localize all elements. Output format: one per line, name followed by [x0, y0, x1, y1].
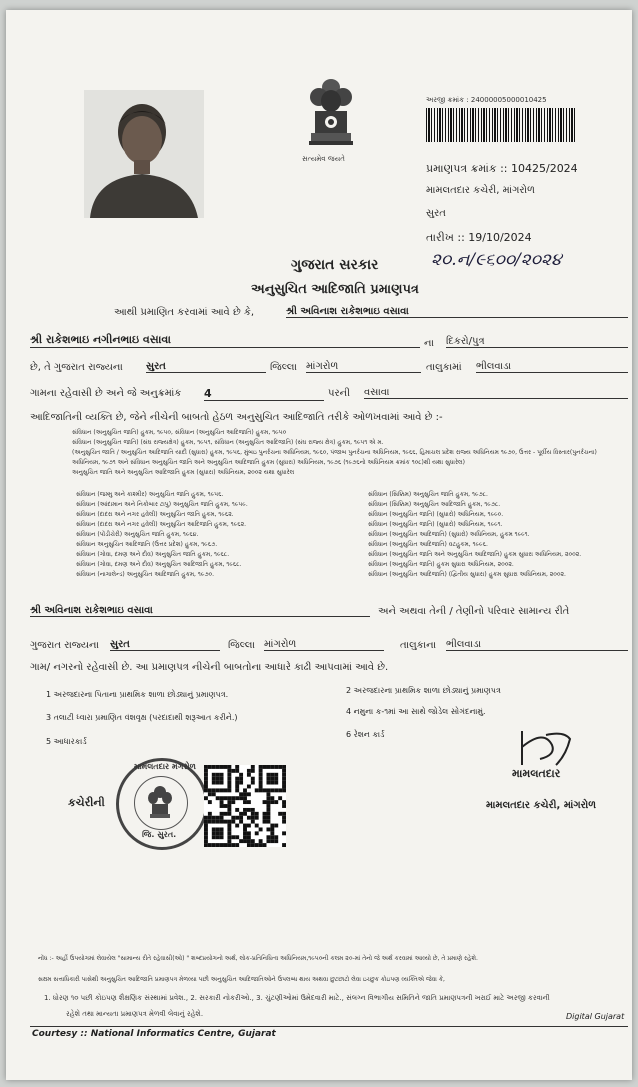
order-left: સંવિધાન (નાગાલેન્ડ) અનુસુચિત આદિજાતિ હુકમ, ૧૯૭૦. — [76, 571, 215, 578]
note-line: નોંધ :- અહીં ઉપયોગમાં લેવાયેલ "સામાન્ય રીતે રહેવાસી(ઓ) " શબ્દપ્રયોગનો અર્થ, લોક-પ્રતિનિધિત્વ અધિનિયમ,૧૯૫૦ની કલમ ૨૦-માં તેનો જે અર્થ કરવામાં આવ્યો છે, તે પ્રમાણે રહેશે. — [38, 955, 478, 962]
order-right: સંવિધાન (સિક્કિમ) અનુસુચિત આદિજાતિ હુકમ, ૧૯૭૮. — [368, 501, 501, 508]
order-right: સંવિધાન (અનુસુચિત આદિજાતિ) (દ્વિતીય સુધારા) હુકમ સુધારા અધિનિયમ, ૨૦૦૨. — [368, 571, 566, 578]
courtesy-text: Courtesy :: National Informatics Centre, Gujarat — [32, 1029, 276, 1039]
seal-bottom-text: જિ. સુરત. — [142, 830, 177, 839]
taluka-label: તાલુકામાં — [426, 362, 462, 373]
note-line: સક્ષમ સત્તાધિકારી પાસેથી અનુસુચિત આદિજાતિ પ્રમાણપત્ર મેળવ્યા પછી અનુસુચિત આદિજાતિઓને ઉપલબ્ધ થાય અથવા છુટછાટો લેવા ઇચ્છુક કોઇપણ વ્યક્તિએ જેવા કે, — [38, 976, 445, 983]
order-right: સંવિધાન (સિક્કિમ) અનુસુચિત જાતિ હુકમ, ૧૯૭૮. — [368, 491, 488, 498]
government-title: ગુજરાત સરકાર — [291, 257, 379, 273]
order-left: સંવિધાન (પોંડીચેરી) અનુસુચિત જાતિ હુકમ, ૧૯૬૪. — [76, 531, 199, 538]
certify-text: આથી પ્રમાણિત કરવામાં આવે છે કે, — [114, 307, 255, 318]
father-name: શ્રી રાકેશભાઇ નગીનભાઇ વસાવા — [30, 333, 420, 348]
issue-date: તારીખ :: 19/10/2024 — [426, 231, 532, 244]
basis-text: ગામ/ નગરનો રહેવાસી છે. આ પ્રમાણપત્ર નીચેની બાબતોના આધારે કાઢી આપવામાં આવે છે. — [30, 662, 389, 673]
doc-item: 4 નમુના ક-૧માં આ સાથે જોડેલ સોગંદનામું. — [346, 707, 486, 716]
office-name: મામલતદાર કચેરી, માંગરોળ — [426, 185, 535, 196]
village: ભીલવાડા — [476, 361, 628, 373]
order-left: સંવિધાન (આંદામાન અને નિકોબાર ટાપુ) અનુસુચિત જાતિ હુકમ, ૧૯૫૯. — [76, 501, 248, 508]
footer-divider — [30, 1026, 628, 1027]
caste-label: પરની — [328, 388, 350, 399]
order-line: અધિનિયમ, ૧૯૭૧ અને સંવિધાન અનુસુચિત જાતિ અને અનુસુચિત આદિજાતિ હુકમ (સુધારા) અધિનિયમ, ૧૯૭૬ (૧૯૭૬નો અધિનિયમ ક્રમાંક ૧૦૮)થી યથા સુધારેલ) — [72, 459, 465, 466]
qr-code — [204, 765, 286, 847]
doc-item: 3 તલાટી ધ્વારા પ્રમાણિત વંશવૃક્ષ (પરદાદાથી શરૂઆત કરીને.) — [46, 713, 238, 722]
signatory-office: મામલતદાર કચેરી, માંગરોળ — [486, 800, 597, 811]
certificate-title: અનુસુચિત આદિજાતિ પ્રમાણપત્ર — [251, 282, 419, 297]
taluka2: માંગરોળ — [264, 639, 384, 651]
caste: વસાવા — [364, 387, 628, 399]
state-label: છે, તે ગુજરાત રાજ્યના — [30, 362, 123, 373]
serial-number: 4 — [204, 387, 324, 401]
certificate-number: પ્રમાણપત્ર ક્રમાંક :: 10425/2024 — [426, 162, 578, 175]
barcode — [426, 108, 576, 142]
family-text: અને અથવા તેની / તેણીનો પરિવાર સામાન્ય રીતે — [378, 606, 570, 617]
barcode-label: અરજી ક્રમાંક : 24000005000010425 — [426, 96, 547, 104]
signatory-title: મામલતદાર — [512, 767, 561, 780]
district-name: સુરત — [426, 208, 446, 219]
order-left: સંવિધાન (દાદરા અને નગર હવેલી) અનુસુચિત જાતિ હુકમ, ૧૯૬૨. — [76, 511, 234, 518]
applicant-photo — [84, 90, 204, 218]
doc-item: 6 રેશન કાર્ડ — [346, 730, 385, 739]
recognition-text: આદિજાતિની વ્યક્તિ છે, જેને નીચેની બાબતો હેઠળ અનુસુચિત આદિજાતિ તરીકે ઓળખવામાં આવે છે :- — [30, 412, 443, 423]
emblem-icon — [145, 784, 175, 826]
doc-item: 1 અરજદારના પિતાના પ્રાથમિક શાળા છોડ્યાનું પ્રમાણપત્ર. — [46, 690, 229, 699]
doc-item: 5 આધારકાર્ડ — [46, 737, 87, 746]
applicant-name-2: શ્રી અવિનાશ રાકેશભાઇ વસાવા — [30, 605, 370, 617]
district2-label: જિલ્લા — [228, 640, 255, 651]
order-right: સંવિધાન (અનુસુચિત જાતિ) હુકમ સુધારા અધિનિયમ, ૨૦૦૨. — [368, 561, 514, 568]
relation: દિકરો/પુત્ર — [446, 336, 628, 348]
order-right: સંવિધાન (અનુસુચિત આદિજાતિ) (સુધારો) અધિનિયમ, હુકમ ૧૯૯૧. — [368, 531, 530, 538]
resident-label: ગામના રહેવાસી છે અને જે અનુક્રમાંક — [30, 388, 182, 399]
signature — [516, 725, 576, 771]
office-short-label: કચેરીની — [68, 796, 105, 809]
emblem-caption: સત્યમેવ જયતે — [302, 155, 345, 163]
seal-text: મામલતદાર મંગરોળ — [134, 762, 196, 771]
taluka2-label: તાલુકાના — [400, 640, 437, 651]
village2: ભીલવાડા — [446, 639, 628, 651]
certificate-page — [6, 10, 632, 1080]
order-left: સંવિધાન (દાદરા અને નગર હવેલી) અનુસુચિત આદિજાતિ હુકમ, ૧૯૬૨. — [76, 521, 247, 528]
doc-item: 2 અરજદારના પ્રાથમિક શાળા છોડ્યાનું પ્રમાણપત્ર — [346, 686, 501, 695]
order-left: સંવિધાન (ગોવા, દમણ અને દીવ) અનુસુચિત આદિજાતિ હુકમ, ૧૯૬૮. — [76, 561, 242, 568]
na-label: ના — [424, 338, 434, 349]
order-right: સંવિધાન (અનુસુચિત જાતિ) (સુધારો) અધિનિયમ, ૧૯૯૦. — [368, 511, 504, 518]
order-right: સંવિધાન (અનુસુચિત આદિજાતિ) વટહુકમ, ૧૯૯૬. — [368, 541, 488, 548]
order-left: સંવિધાન (ગોવા, દમણ અને દીવ) અનુસુચિત જાતિ હુકમ, ૧૯૬૮. — [76, 551, 230, 558]
order-line: અનુસુચિત જાતિ અને અનુસુચિત આદિજાતિ હુકમ (સુધારા) અધિનિયમ, ૨૦૦૨ યથા સુધારેલ — [72, 469, 295, 476]
order-line: સંવિધાન (અનુસુચિત જાતિ) (સંઘ રાજ્યક્ષેત્ર) હુકમ, ૧૯૫૧, સંવિધાન (અનુસુચિત આદિજાતિ) (સંઘ રાજ્ય ક્ષેત્ર) હુકમ, ૧૯૫૧ એ મ. — [72, 439, 384, 446]
digital-gujarat-label: Digital Gujarat — [566, 1012, 625, 1021]
order-line: સંવિધાન (અનુસુચિત જાતિ) હુકમ, ૧૯૫૦, સંવિધાન (અનુસુચિત આદિજાતિ) હુકમ, ૧૯૫૦ — [72, 429, 287, 436]
state2-label: ગુજરાત રાજ્યના — [30, 640, 99, 651]
note-line: રહેશે તથા માન્યતા પ્રમાણપત્ર મેળવી લેવાનું રહેશે. — [66, 1010, 204, 1018]
applicant-name: શ્રી અવિનાશ રાકેશભાઇ વસાવા — [286, 306, 628, 318]
order-right: સંવિધાન (અનુસુચિત જાતિ) (સુધારો) અધિનિયમ, ૧૯૯૧. — [368, 521, 503, 528]
handwritten-reference: ૨૦.ન/૯૬૦૦/૨૦૨૪ — [431, 250, 562, 270]
state2-district: સુરત — [110, 639, 220, 651]
note-line: 1. ધોરણ ૧૦ પછી કોઇપણ શૈક્ષણિક સંસ્થામાં પ્રવેશ., 2. સરકારી નોકરીઓ., 3. ચુંટણીઓમાં ઉમેદવારી માટે., સંલગ્ન વિભાગીય સમિતિને જાતિ પ્રમાણપત્રની ખરાઈ માટે અરજી કરવાની — [44, 994, 550, 1002]
order-line: (અનુસુચિત જાતિ / અનુસુચિત આદિજાતિ યાદી (સુધારા) હુકમ, ૧૯૫૬, મુંબઇ પુનર્રચના અધિનિયમ, ૧૯૬૦, પંજાબ પુનર્રચના અધિનિયમ, ૧૯૬૬, હિમાચલ પ્રદેશ રાજ્ય અધિનિયમ ૧૯૭૦, ઉત્તર - પૂર્વીય વિસ્તાર(પુનર્રચના) — [72, 449, 597, 456]
order-left: સંવિધાન (જમ્મુ અને કાશ્મીર) અનુસુચિત જાતિ હુકમ, ૧૯૫૬. — [76, 491, 224, 498]
order-left: સંવિધાન અનુસુચિત આદિજાતિ (ઉત્તર પ્રદેશ) હુકમ, ૧૯૬૭. — [76, 541, 218, 548]
taluka: માંગરોળ — [306, 361, 421, 373]
district-label: જિલ્લા — [270, 362, 297, 373]
order-right: સંવિધાન (અનુસુચિત જાતિ અને અનુસુચિત આદિજાતિ) હુકમ સુધારા અધિનિયમ, ૨૦૦૨. — [368, 551, 582, 558]
state-district: સુરત — [146, 361, 266, 373]
